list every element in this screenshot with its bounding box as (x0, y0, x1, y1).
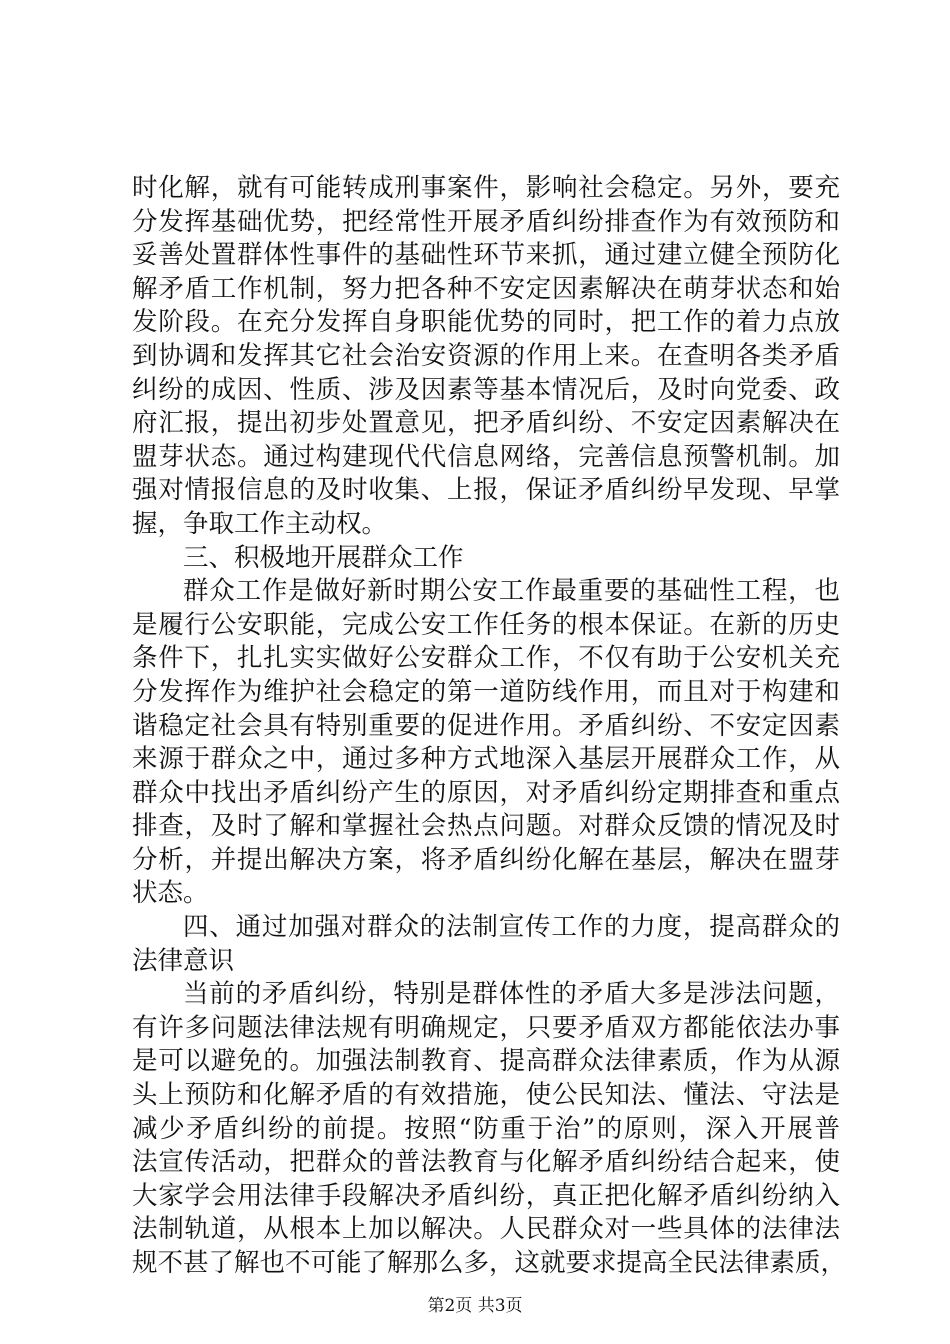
text-line: 减少矛盾纠纷的前提。按照“防重于治”的原则，深入开展普 (132, 1113, 840, 1144)
text-line: 法律意识 (132, 945, 235, 976)
text-line: 四、通过加强对群众的法制宣传工作的力度，提高群众的 (183, 912, 840, 943)
text-line: 发阶段。在充分发挥自身职能优势的同时，把工作的着力点放 (132, 307, 840, 338)
text-line: 群众中找出矛盾纠纷产生的原因，对矛盾纠纷定期排查和重点 (132, 777, 840, 808)
text-line: 解矛盾工作机制，努力把各种不安定因素解决在萌芽状态和始 (132, 273, 840, 304)
text-line: 头上预防和化解矛盾的有效措施，使公民知法、懂法、守法是 (132, 1080, 840, 1111)
text-line: 排查，及时了解和掌握社会热点问题。对群众反馈的情况及时 (132, 811, 840, 842)
text-line: 谐稳定社会具有特别重要的促进作用。矛盾纠纷、不安定因素 (132, 710, 840, 741)
text-line: 当前的矛盾纠纷，特别是群体性的矛盾大多是涉法问题， (183, 979, 840, 1010)
text-line: 三、积极地开展群众工作 (183, 542, 464, 573)
text-line: 到协调和发挥其它社会治安资源的作用上来。在查明各类矛盾 (132, 340, 840, 371)
text-line: 是履行公安职能，完成公安工作任务的根本保证。在新的历史 (132, 609, 840, 640)
text-line: 纠纷的成因、性质、涉及因素等基本情况后，及时向党委、政 (132, 374, 840, 405)
text-line: 法宣传活动，把群众的普法教育与化解矛盾纠纷结合起来，使 (132, 1147, 840, 1178)
text-line: 府汇报，提出初步处置意见，把矛盾纠纷、不安定因素解决在 (132, 408, 840, 439)
text-line: 分发挥作为维护社会稳定的第一道防线作用，而且对于构建和 (132, 676, 840, 707)
text-line: 群众工作是做好新时期公安工作最重要的基础性工程，也 (183, 576, 840, 607)
text-line: 条件下，扎扎实实做好公安群众工作，不仅有助于公安机关充 (132, 643, 840, 674)
document-body (132, 172, 847, 1281)
text-line: 规不甚了解也不可能了解那么多，这就要求提高全民法律素质， (132, 1248, 847, 1278)
text-line: 时化解，就有可能转成刑事案件，影响社会稳定。另外，要充 (132, 173, 840, 203)
text-line: 法制轨道，从根本上加以解决。人民群众对一些具体的法律法 (132, 1214, 840, 1245)
text-line: 握，争取工作主动权。 (132, 508, 388, 539)
text-line: 大家学会用法律手段解决矛盾纠纷，真正把化解矛盾纠纷纳入 (132, 1180, 840, 1211)
page-footer: 第2页 共3页 (427, 1296, 523, 1316)
text-line: 分发挥基础优势，把经常性开展矛盾纠纷排查作为有效预防和 (132, 206, 840, 237)
text-line: 妥善处置群体性事件的基础性环节来抓，通过建立健全预防化 (132, 240, 840, 271)
text-line: 是可以避免的。加强法制教育、提高群众法律素质，作为从源 (132, 1046, 840, 1077)
text-line: 强对情报信息的及时收集、上报，保证矛盾纠纷早发现、早掌 (132, 475, 840, 506)
text-line: 分析，并提出解决方案，将矛盾纠纷化解在基层，解决在盟芽 (132, 844, 840, 875)
text-line: 来源于群众之中，通过多种方式地深入基层开展群众工作，从 (132, 744, 840, 775)
text-line: 状态。 (132, 878, 209, 909)
text-line: 盟芽状态。通过构建现代代信息网络，完善信息预警机制。加 (132, 441, 840, 472)
text-line: 有许多问题法律法规有明确规定，只要矛盾双方都能依法办事 (132, 1012, 840, 1043)
